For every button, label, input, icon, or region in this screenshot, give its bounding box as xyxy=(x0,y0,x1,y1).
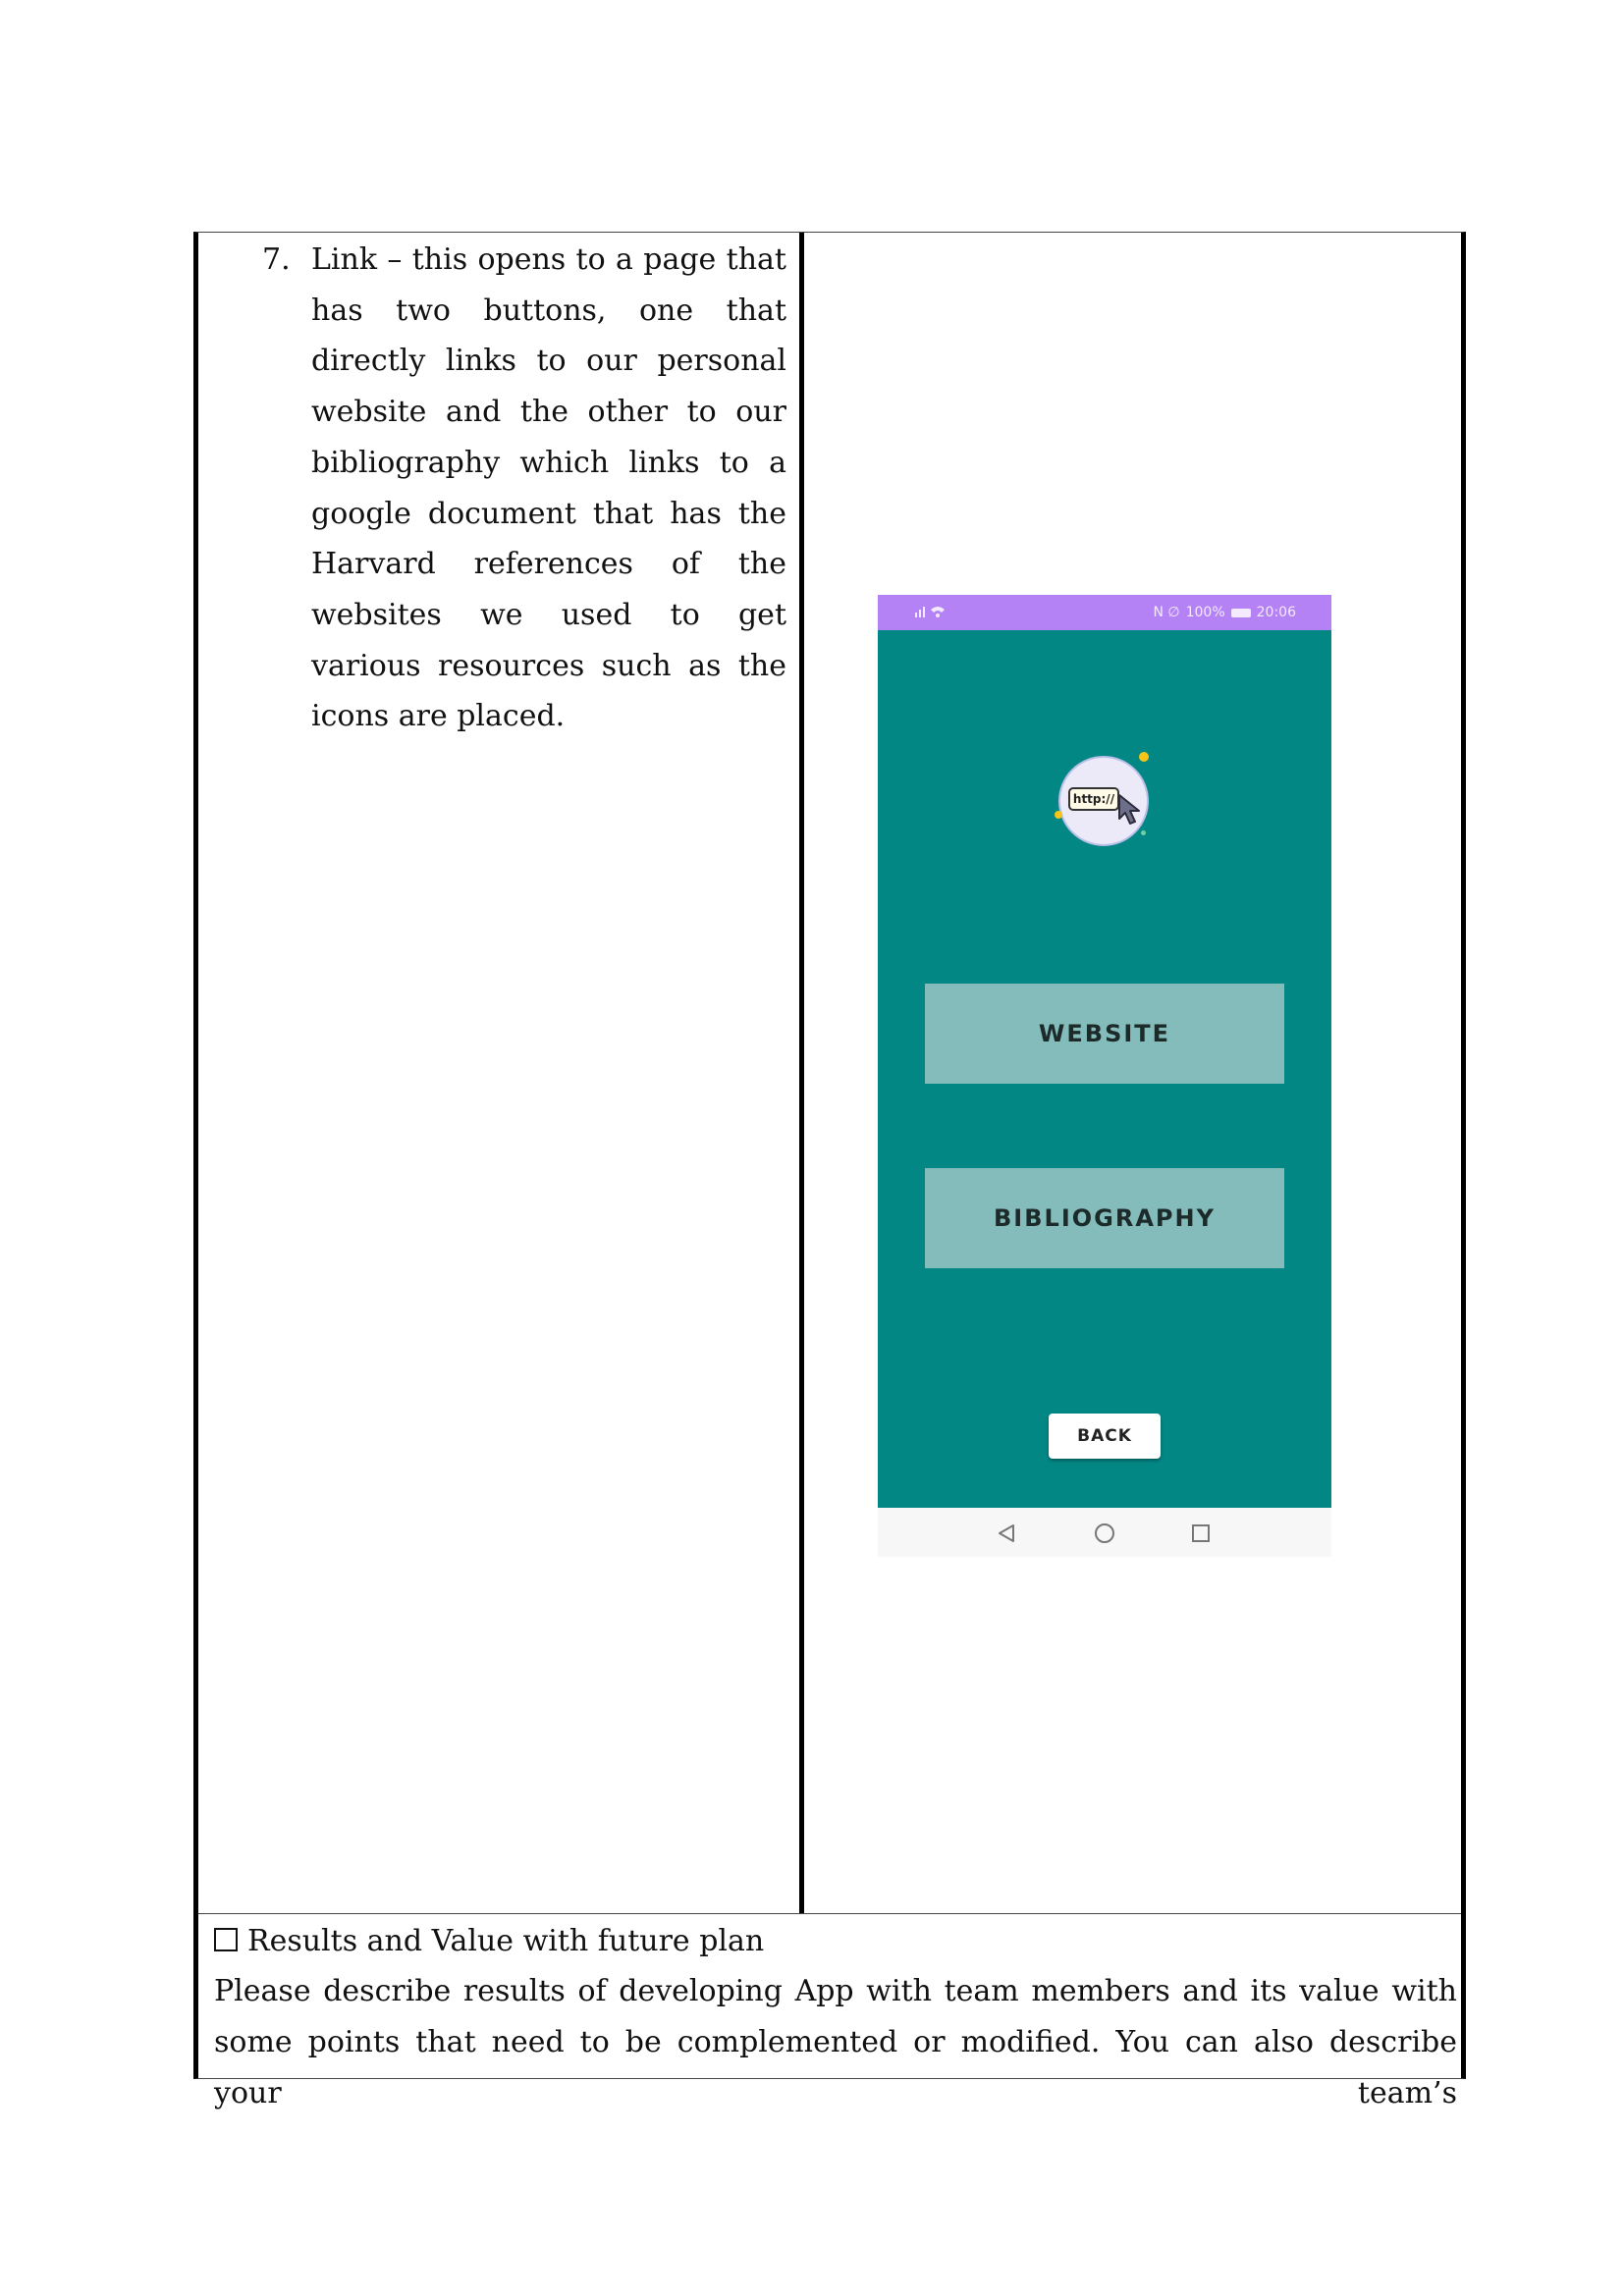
url-tag: http:// xyxy=(1068,787,1119,811)
clock-time: 20:06 xyxy=(1256,605,1296,620)
status-right-group xyxy=(1153,605,1296,620)
battery-percent: 100% xyxy=(1185,605,1225,620)
decor-dot xyxy=(1055,811,1062,819)
row-divider xyxy=(198,1913,1461,1914)
decor-dot xyxy=(1141,830,1146,835)
status-bar xyxy=(878,595,1331,630)
list-item-number: 7. xyxy=(262,242,291,277)
section-heading xyxy=(214,1920,764,1963)
checkbox-icon xyxy=(214,1928,238,1951)
navigation-bar xyxy=(878,1508,1331,1557)
website-button[interactable]: WEBSITE xyxy=(925,984,1284,1084)
nfc-mute-icons: N ∅ xyxy=(1153,605,1180,620)
section-heading-text: Results and Value with future plan xyxy=(247,1924,765,1958)
column-divider xyxy=(799,233,804,1913)
battery-icon xyxy=(1231,609,1251,617)
back-triangle-icon[interactable] xyxy=(996,1522,1017,1544)
cursor-arrow-icon xyxy=(1117,793,1143,827)
back-button[interactable]: BACK xyxy=(1049,1414,1161,1459)
decor-dot xyxy=(1139,752,1149,762)
list-item-text: Link – this opens to a page that has two buttons, one that directly links to our personal website and the other to our bibliography which links to a google document that has the Harvard references of the websites we used to get various resources such as the icons are placed. xyxy=(311,242,786,734)
section-body: Please describe results of developing App with team members and its value with some points that need to be complemented or modified. You can also describe your team’s xyxy=(214,1974,1457,2110)
bibliography-button[interactable]: BIBLIOGRAPHY xyxy=(925,1168,1284,1268)
app-screen xyxy=(878,630,1331,1508)
home-circle-icon[interactable] xyxy=(1093,1522,1116,1544)
recents-square-icon[interactable] xyxy=(1190,1522,1212,1544)
link-logo-icon xyxy=(1058,756,1149,846)
phone-screenshot xyxy=(878,595,1331,1557)
signal-wifi-icon xyxy=(913,604,947,623)
